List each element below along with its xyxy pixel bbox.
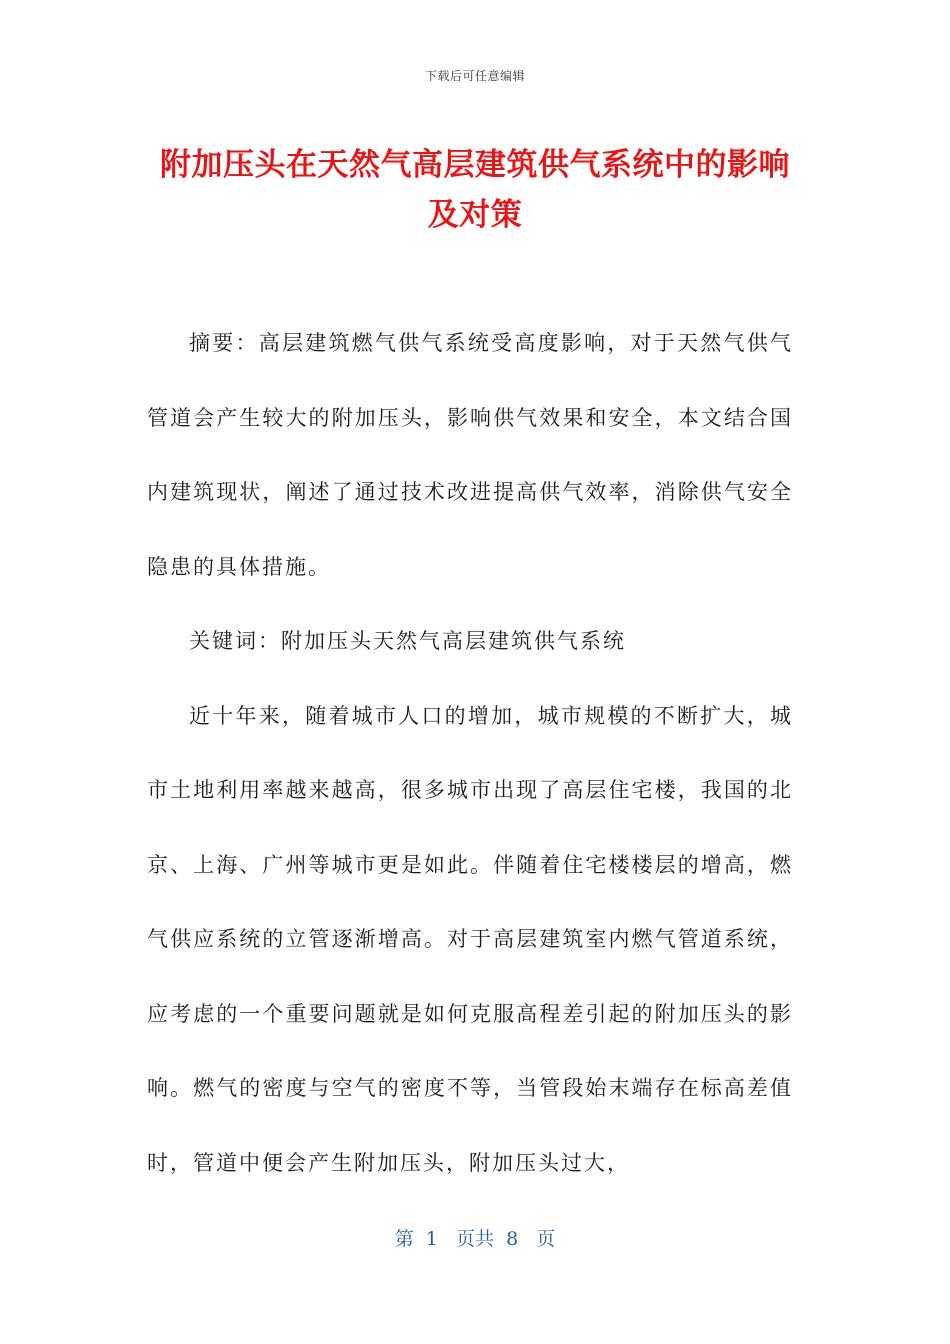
abstract-paragraph: 摘要：高层建筑燃气供气系统受高度影响，对于天然气供气管道会产生较大的附加压头，影响供气效果和安全，本文结合国内建筑现状，阐述了通过技术改进提高供气效率，消除供气安全隐患的具体措施。 bbox=[147, 331, 793, 579]
keywords-paragraph: 关键词：附加压头天然气高层建筑供气系统 bbox=[189, 629, 626, 653]
document-title: 附加压头在天然气高层建筑供气系统中的影响及对策 bbox=[160, 147, 790, 233]
document-body bbox=[147, 306, 793, 1200]
intro-paragraph: 近十年来，随着城市人口的增加，城市规模的不断扩大，城市土地利用率越来越高，很多城市出现了高层住宅楼，我国的北京、上海、广州等城市更是如此。伴随着住宅楼楼层的增高，燃气供应系统的立管逐渐增高。对于高层建筑室内燃气管道系统，应考虑的一个重要问题就是如何克服高程差引起的附加压头的影响。燃气的密度与空气的密度不等，当管段始末端存在标高差值时，管道中便会产生附加压头，附加压头过大， bbox=[147, 703, 793, 1175]
page-header-note: 下载后可任意编辑 bbox=[424, 69, 525, 83]
page-number-footer: 第 1 页共 8 页 bbox=[394, 1228, 556, 1250]
